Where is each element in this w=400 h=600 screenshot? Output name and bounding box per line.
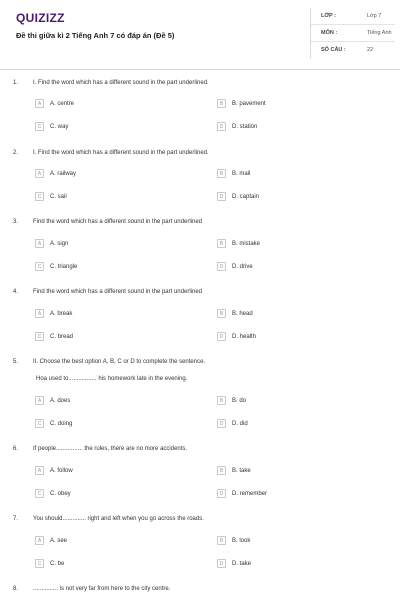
option-b[interactable] xyxy=(217,536,250,545)
option-text: D. remember xyxy=(232,490,268,497)
question-text: Find the word which has a different sound in the part underlined xyxy=(33,289,202,295)
option-d[interactable] xyxy=(217,262,253,271)
option-text: A. follow xyxy=(50,467,73,474)
option-d[interactable] xyxy=(217,192,259,201)
option-text: B. mistake xyxy=(232,240,261,247)
option-b[interactable] xyxy=(217,99,266,108)
option-letter-box: C xyxy=(35,489,44,498)
option-c[interactable] xyxy=(35,489,71,498)
option-b[interactable] xyxy=(217,169,250,178)
question-number: 3. xyxy=(13,219,19,225)
question-number: 5. xyxy=(13,359,19,365)
question-number: 6. xyxy=(13,446,19,452)
info-label: LỚP : xyxy=(321,13,336,19)
option-text: C. doing xyxy=(50,420,73,427)
option-text: C. way xyxy=(50,123,69,130)
option-text: C. bread xyxy=(50,333,74,340)
option-text: D. take xyxy=(232,560,252,567)
question-text: ............... is not very far from here to the city centre. xyxy=(33,586,171,592)
option-text: B. mail xyxy=(232,170,251,177)
option-a[interactable] xyxy=(35,396,70,405)
option-letter-box: D xyxy=(217,489,226,498)
option-a[interactable] xyxy=(35,99,74,108)
option-letter-box: D xyxy=(217,332,226,341)
option-text: A. see xyxy=(50,537,68,544)
option-text: C. triangle xyxy=(50,263,78,270)
option-a[interactable] xyxy=(35,466,73,475)
info-panel xyxy=(310,8,395,58)
option-d[interactable] xyxy=(217,332,256,341)
option-letter-box: B xyxy=(217,99,226,108)
question-number: 7. xyxy=(13,516,19,522)
question-text: You should.............. right and left when you go across the roads. xyxy=(33,516,204,522)
option-c[interactable] xyxy=(35,192,67,201)
option-letter-box: C xyxy=(35,262,44,271)
option-d[interactable] xyxy=(217,122,257,131)
option-text: B. pavement xyxy=(232,100,266,107)
worksheet-title: Đề thi giữa kì 2 Tiếng Anh 7 có đáp án (Đề 5) xyxy=(16,31,175,40)
option-text: B. do xyxy=(232,397,247,404)
question-number: 1. xyxy=(13,80,19,86)
info-value: Lớp 7 xyxy=(367,13,382,19)
option-letter-box: A xyxy=(35,99,44,108)
option-letter-box: D xyxy=(217,192,226,201)
option-letter-box: B xyxy=(217,536,226,545)
option-c[interactable] xyxy=(35,332,73,341)
option-letter-box: D xyxy=(217,262,226,271)
option-a[interactable] xyxy=(35,169,76,178)
option-text: C. sail xyxy=(50,193,67,200)
header-divider xyxy=(0,69,400,70)
option-text: A. break xyxy=(50,310,73,317)
option-b[interactable] xyxy=(217,309,253,318)
option-text: B. head xyxy=(232,310,253,317)
option-text: A. centre xyxy=(50,100,75,107)
option-letter-box: A xyxy=(35,536,44,545)
option-text: B. take xyxy=(232,467,251,474)
option-letter-box: B xyxy=(217,169,226,178)
info-row-class xyxy=(311,8,395,25)
option-text: A. railway xyxy=(50,170,77,177)
option-letter-box: A xyxy=(35,169,44,178)
option-letter-box: D xyxy=(217,122,226,131)
option-b[interactable] xyxy=(217,396,246,405)
option-letter-box: A xyxy=(35,396,44,405)
option-c[interactable] xyxy=(35,419,72,428)
option-letter-box: C xyxy=(35,332,44,341)
option-text: D. health xyxy=(232,333,257,340)
question-number: 2. xyxy=(13,150,19,156)
worksheet-header xyxy=(0,0,400,70)
option-text: A. does xyxy=(50,397,71,404)
option-d[interactable] xyxy=(217,489,267,498)
option-c[interactable] xyxy=(35,559,64,568)
question-number: 4. xyxy=(13,289,19,295)
option-letter-box: B xyxy=(217,309,226,318)
question-text: I. Find the word which has a different sound in the part underlined. xyxy=(33,80,209,86)
option-letter-box: A xyxy=(35,239,44,248)
info-label: MÔN : xyxy=(321,30,338,36)
option-letter-box: A xyxy=(35,466,44,475)
option-text: D. captain xyxy=(232,193,260,200)
info-row-subject xyxy=(311,25,395,42)
option-c[interactable] xyxy=(35,262,77,271)
option-letter-box: C xyxy=(35,559,44,568)
question-text: If people................ the rules, there are no more accidents. xyxy=(33,446,188,452)
option-letter-box: D xyxy=(217,419,226,428)
option-text: D. did xyxy=(232,420,248,427)
info-value: 22 xyxy=(367,47,374,53)
option-letter-box: C xyxy=(35,192,44,201)
option-letter-box: C xyxy=(35,122,44,131)
option-text: C. be xyxy=(50,560,65,567)
option-text: D. station xyxy=(232,123,258,130)
info-row-count xyxy=(311,42,395,58)
option-a[interactable] xyxy=(35,536,67,545)
option-d[interactable] xyxy=(217,419,248,428)
question-sentence: Hoa used to................. his homework late in the evening. xyxy=(36,376,188,382)
option-letter-box: C xyxy=(35,419,44,428)
question-number: 8. xyxy=(13,586,19,592)
option-letter-box: D xyxy=(217,559,226,568)
option-b[interactable] xyxy=(217,239,260,248)
question-text: Find the word which has a different sound in the part underlined xyxy=(33,219,202,225)
question-text: II. Choose the best option A, B, C or D to complete the sentence. xyxy=(33,359,206,365)
option-d[interactable] xyxy=(217,559,251,568)
option-a[interactable] xyxy=(35,239,68,248)
option-text: A. sign xyxy=(50,240,69,247)
option-text: C. obey xyxy=(50,490,71,497)
quizizz-logo: QUIZIZZ xyxy=(16,11,65,25)
option-letter-box: A xyxy=(35,309,44,318)
option-c[interactable] xyxy=(35,122,68,131)
option-letter-box: B xyxy=(217,396,226,405)
option-b[interactable] xyxy=(217,466,251,475)
question-text: I. Find the word which has a different sound in the part underlined. xyxy=(33,150,209,156)
option-letter-box: B xyxy=(217,239,226,248)
option-letter-box: B xyxy=(217,466,226,475)
option-text: B. look xyxy=(232,537,251,544)
info-label: SỐ CÂU : xyxy=(321,47,346,53)
info-value: Tiếng Anh xyxy=(367,30,392,36)
option-a[interactable] xyxy=(35,309,72,318)
option-text: D. drive xyxy=(232,263,253,270)
